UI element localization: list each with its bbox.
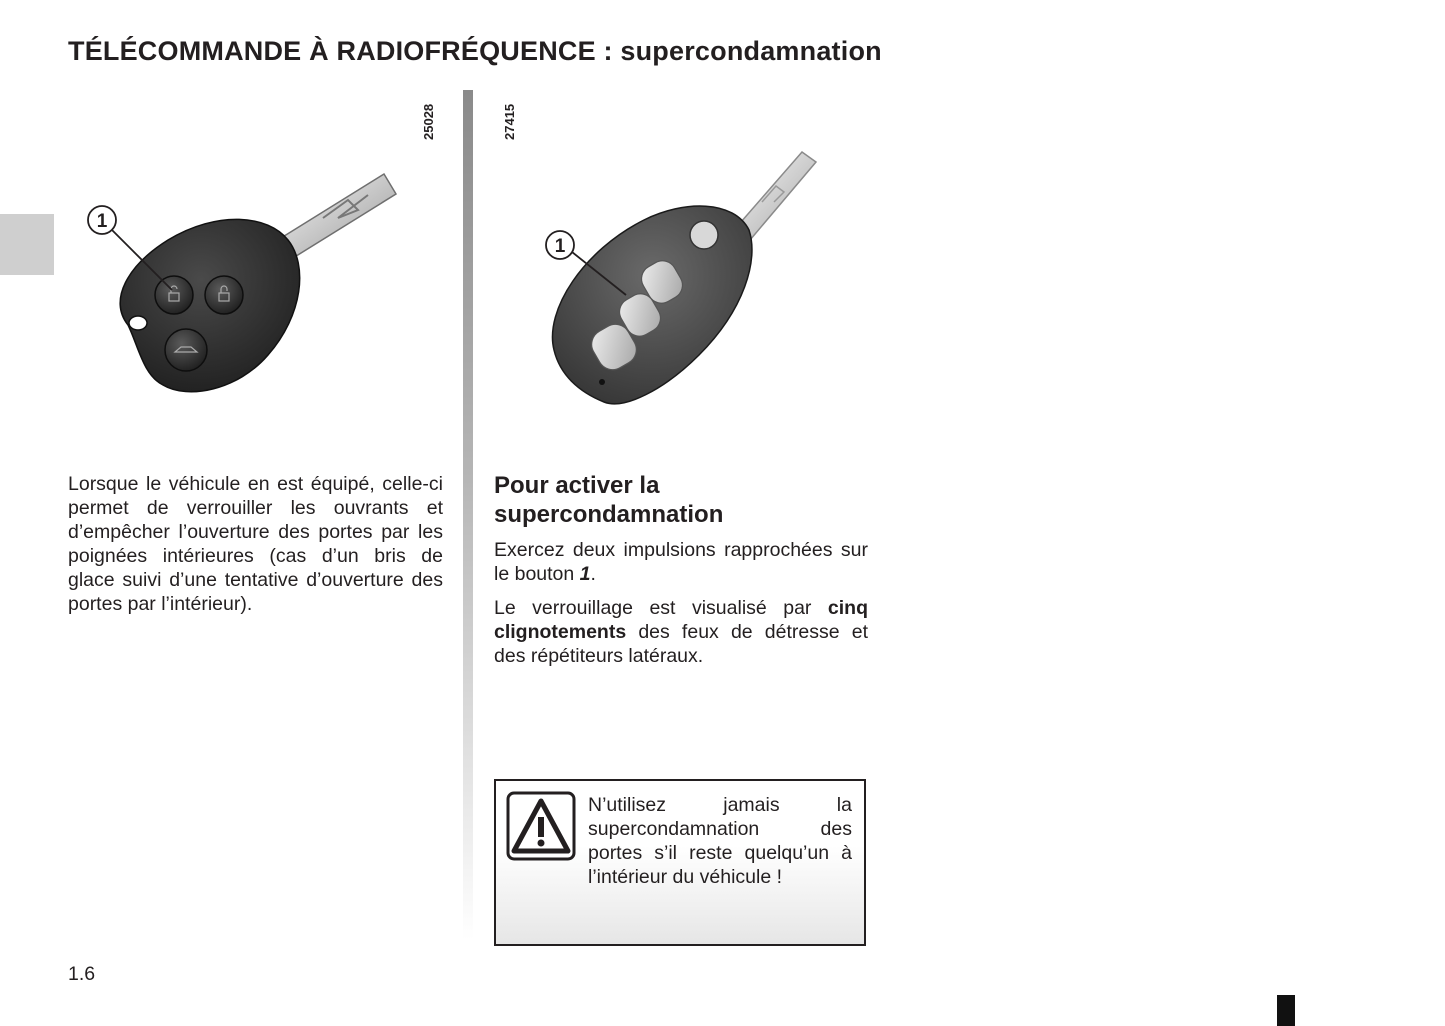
page-title: TÉLÉCOMMANDE À RADIOFRÉQUENCE : supercondamnation [68, 36, 882, 66]
emphasis-text: cinq clignotements [494, 597, 868, 643]
instruction-paragraph-2: Le verrouillage est visualisé par cinq clignotements des feux de détresse et des répétiteurs latéraux. [494, 597, 868, 667]
key-fixed-blade-illustration [68, 90, 453, 440]
button-reference: 1 [579, 563, 591, 585]
instructions-block [494, 538, 868, 678]
warning-box [494, 779, 866, 946]
column-divider [463, 90, 473, 940]
page-edge-marker [1277, 995, 1295, 1026]
callout-number: 1 [554, 236, 566, 257]
warning-text: N’utilisez jamais la supercondamnation des portes s’il reste quelqu’un à l’intérieur du véhicule ! [588, 794, 852, 888]
figure-key-fixed-blade [68, 90, 453, 440]
figure-key-folding [494, 90, 874, 440]
section-heading: Pour activer la supercondamnation [494, 472, 724, 528]
figure-number: 27415 [502, 103, 517, 140]
section-tab-marker [0, 214, 54, 275]
warning-triangle-icon [506, 791, 576, 861]
intro-paragraph-block [68, 472, 443, 626]
figure-number: 25028 [421, 103, 436, 140]
callout-number: 1 [96, 211, 108, 232]
instruction-paragraph-1: Exercez deux impulsions rapprochées sur le bouton 1. [494, 539, 868, 585]
key-folding-illustration [494, 90, 874, 440]
page-number: 1.6 [68, 963, 96, 985]
intro-paragraph: Lorsque le véhicule en est équipé, celle-ci permet de verrouiller les ouvrants et d’empêcher l’ouverture des portes par les poignées intérieures (cas d’un bris de glace suivi d’une tentative d’ouverture des portes par l’intérieur). [68, 473, 443, 615]
